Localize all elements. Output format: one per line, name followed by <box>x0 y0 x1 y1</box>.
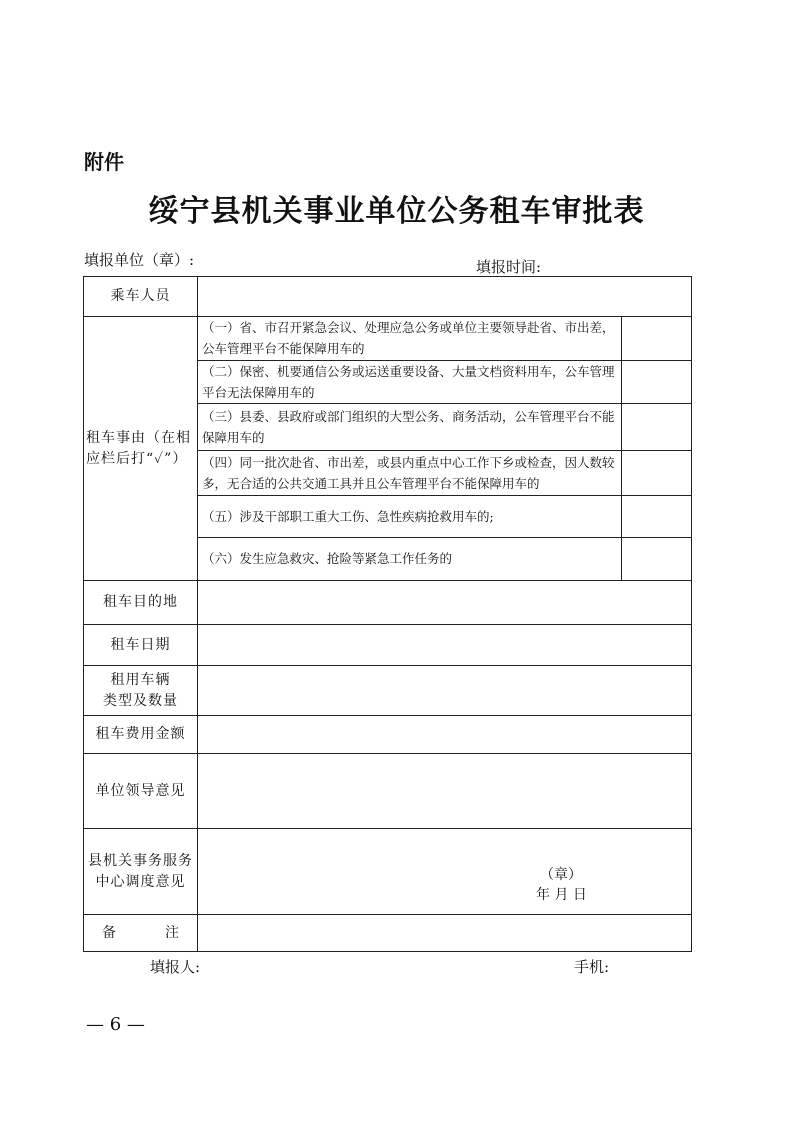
rental-date-label: 租车日期 <box>84 625 198 666</box>
reason-check-2[interactable] <box>622 360 692 404</box>
vehicle-label <box>84 666 198 716</box>
cost-label: 租车费用金额 <box>84 716 198 754</box>
reason-check-4[interactable] <box>622 451 692 496</box>
vehicle-field[interactable] <box>198 666 692 716</box>
filler-label: 填报人: <box>150 958 201 976</box>
dispatch-label-line1: 县机关事务服务 <box>88 852 193 869</box>
leader-opinion-field[interactable] <box>198 754 692 829</box>
destination-label: 租车目的地 <box>84 581 198 625</box>
reason-option-3: （三）县委、县政府或部门组织的大型公务、商务活动，公车管理平台不能保障用车的 <box>198 404 622 451</box>
fill-time-label: 填报时间: <box>476 258 542 276</box>
dispatch-opinion-label <box>84 829 198 915</box>
note-field[interactable] <box>198 915 692 952</box>
reason-label: 租车事由（在相应栏后打“✓”） <box>84 317 198 581</box>
dispatch-label-line2: 中心调度意见 <box>95 873 186 890</box>
reason-option-5: （五）涉及干部职工重大工伤、急性疾病抢救用车的; <box>198 496 622 538</box>
note-label-part2: 注 <box>165 924 180 941</box>
leader-opinion-label: 单位领导意见 <box>84 754 198 829</box>
attachment-label: 附件 <box>84 150 124 174</box>
date-placeholder: 年 月 日 <box>536 887 587 903</box>
note-label-part1: 备 <box>102 924 117 941</box>
vehicle-label-line2: 类型及数量 <box>103 692 178 709</box>
destination-field[interactable] <box>198 581 692 625</box>
fill-unit-label: 填报单位（章）: <box>84 251 195 269</box>
rental-date-field[interactable] <box>198 625 692 666</box>
reason-check-3[interactable] <box>622 404 692 451</box>
passengers-label: 乘车人员 <box>84 277 198 317</box>
reason-option-1: （一）省、市召开紧急会议、处理应急公务或单位主要领导赴省、市出差，公车管理平台不能保障用车的 <box>198 317 622 361</box>
cost-field[interactable] <box>198 716 692 754</box>
reason-option-2: （二）保密、机要通信公务或运送重要设备、大量文档资料用车，公车管理平台无法保障用车的 <box>198 360 622 404</box>
vehicle-label-line1: 租用车辆 <box>110 671 171 688</box>
reason-check-5[interactable] <box>622 496 692 538</box>
page-number: — 6 — <box>86 1014 145 1035</box>
reason-option-6: （六）发生应急救灾、抢险等紧急工作任务的 <box>198 538 622 581</box>
passengers-field[interactable] <box>198 277 692 317</box>
page-title: 绥宁县机关事业单位公务租车审批表 <box>148 194 645 229</box>
dispatch-opinion-field[interactable] <box>198 829 692 915</box>
reason-check-1[interactable] <box>622 317 692 361</box>
reason-check-6[interactable] <box>622 538 692 581</box>
stamp-placeholder: （章） <box>540 867 582 883</box>
reason-option-4: （四）同一批次赴省、市出差，或县内重点中心工作下乡或检查，因人数较多，无合适的公共交通工具并且公车管理平台不能保障用车的 <box>198 451 622 496</box>
note-label <box>84 915 198 952</box>
phone-label: 手机: <box>574 958 610 976</box>
approval-form-table <box>83 276 692 952</box>
